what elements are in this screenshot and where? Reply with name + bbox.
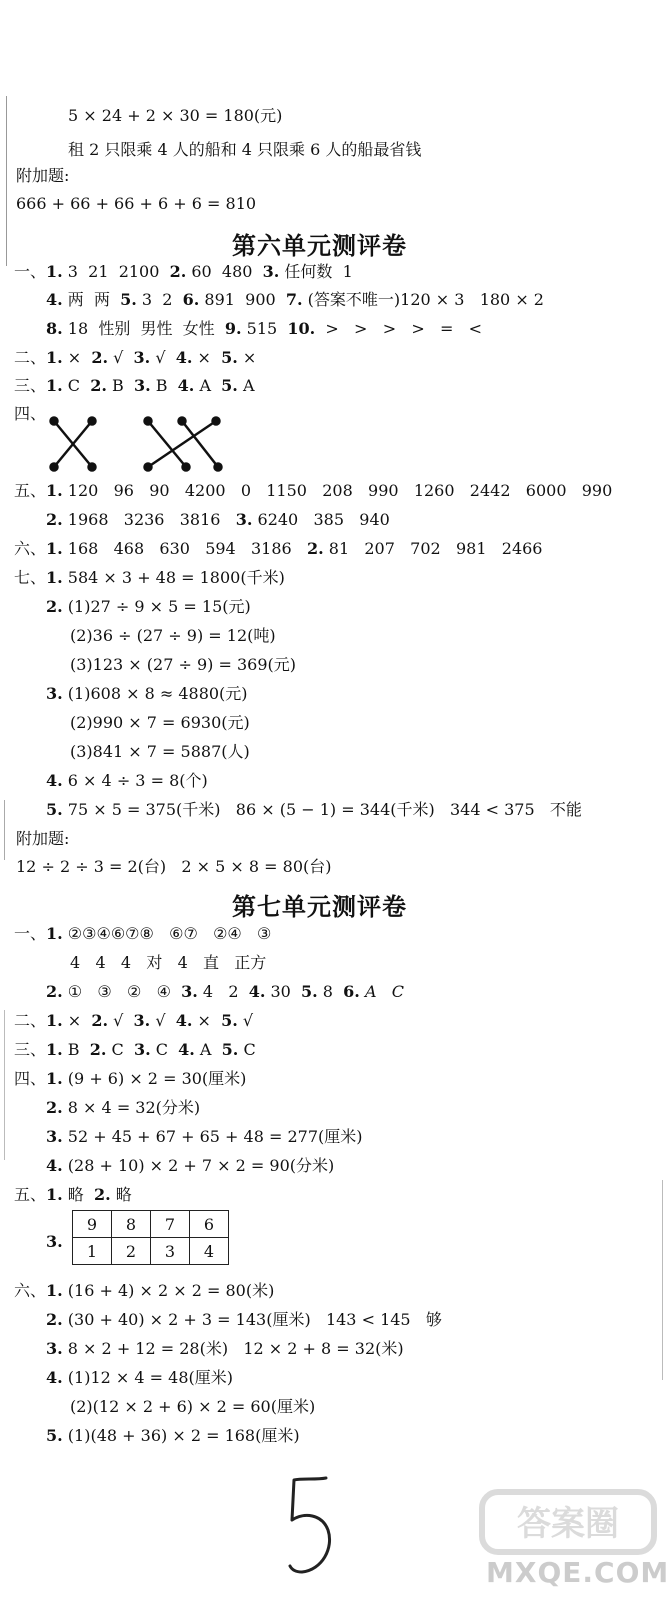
match-dot (179, 418, 186, 425)
match-dot (51, 418, 58, 425)
answer-line: 2. (1)27 ÷ 9 × 5 = 15(元) (46, 597, 251, 616)
grid-row (73, 1238, 229, 1265)
answer-line: 七、1. 584 × 3 + 48 = 1800(千米) (14, 568, 285, 587)
answer-line: 2. (30 + 40) × 2 + 3 = 143(厘米) 143 < 145 够 (46, 1310, 442, 1329)
answer-line: (2)36 ÷ (27 ÷ 9) = 12(吨) (70, 626, 276, 645)
answer-line: 3. 8 × 2 + 12 = 28(米) 12 × 2 + 8 = 32(米) (46, 1339, 404, 1358)
match-dot (145, 464, 152, 471)
match-line (182, 421, 218, 467)
match-dot (183, 464, 190, 471)
number-grid (72, 1210, 229, 1265)
svg-text:答案圈: 答案圈 (517, 1504, 619, 1544)
grid-cell: 4 (190, 1238, 229, 1265)
bonus-answer: 666 + 66 + 66 + 6 + 6 = 810 (16, 194, 257, 213)
handwritten-page-number (282, 1472, 342, 1582)
answer-line: 五、1. 略 2. 略 (14, 1185, 132, 1204)
answer-line: 二、1. × 2. √ 3. √ 4. × 5. × (14, 348, 257, 367)
answer-line: (3)123 × (27 ÷ 9) = 369(元) (70, 655, 296, 674)
grid-cell: 7 (151, 1211, 190, 1238)
answer-line: 3. (1)608 × 8 ≈ 4880(元) (46, 684, 248, 703)
answer-line: (3)841 × 7 = 5887(人) (70, 742, 250, 761)
grid-row (73, 1211, 229, 1238)
bonus-answer: 12 ÷ 2 ÷ 3 = 2(台) 2 × 5 × 8 = 80(台) (16, 857, 332, 876)
section-label: 一、1. 3 21 2100 2. 60 480 3. 任何数 1 (14, 262, 353, 281)
grid-cell: 9 (73, 1211, 112, 1238)
section-label: 四、 (14, 404, 47, 423)
answer-line: 4. (28 + 10) × 2 + 7 × 2 = 90(分米) (46, 1156, 335, 1175)
scan-edge-left (6, 96, 7, 266)
answer-line: 3. 52 + 45 + 67 + 65 + 48 = 277(厘米) (46, 1127, 363, 1146)
unit-title: 第六单元测评卷 (232, 232, 407, 260)
bonus-label: 附加题: (16, 166, 70, 185)
match-dot (213, 418, 220, 425)
grid-cell: 6 (190, 1211, 229, 1238)
match-dot (89, 464, 96, 471)
answer-line: 8. 18 性别 男性 女性 9. 515 10. > > > > = < (46, 319, 483, 338)
watermark-site: MXQE.COM (486, 1556, 669, 1589)
answer-line: 5. 75 × 5 = 375(千米) 86 × (5 − 1) = 344(千米) 344 < 375 不能 (46, 800, 582, 819)
answer-line: 租 2 只限乘 4 人的船和 4 只限乘 6 人的船最省钱 (68, 140, 422, 159)
watermark-logo (478, 1488, 658, 1558)
answer-line: 5 × 24 + 2 × 30 = 180(元) (68, 106, 283, 125)
answer-line: 六、1. 168 468 630 594 3186 2. 81 207 702 981 2466 (14, 539, 543, 558)
answer-line: 4. 6 × 4 ÷ 3 = 8(个) (46, 771, 208, 790)
scan-edge-left (4, 800, 5, 860)
answer-line: (2)990 × 7 = 6930(元) (70, 713, 250, 732)
answer-line: 四、1. (9 + 6) × 2 = 30(厘米) (14, 1069, 247, 1088)
answer-line: 三、1. B 2. C 3. C 4. A 5. C (14, 1040, 256, 1059)
bonus-label: 附加题: (16, 829, 70, 848)
grid-cell: 8 (112, 1211, 151, 1238)
answer-line: 2. 8 × 4 = 32(分米) (46, 1098, 201, 1117)
answer-line: 2. ① ③ ② ④ 3. 4 2 4. 30 5. 8 6. A C (46, 982, 404, 1001)
match-dot (51, 464, 58, 471)
grid-cell: 3 (151, 1238, 190, 1265)
scan-edge-right (662, 1180, 663, 1380)
matching-diagram (40, 415, 240, 475)
unit-title: 第七单元测评卷 (232, 893, 407, 921)
grid-cell: 1 (73, 1238, 112, 1265)
match-dot (215, 464, 222, 471)
answer-line: 2. 1968 3236 3816 3. 6240 385 940 (46, 510, 390, 529)
answer-line: 五、1. 120 96 90 4200 0 1150 208 990 1260 2442 6000 990 (14, 481, 613, 500)
answer-line: 三、1. C 2. B 3. B 4. A 5. A (14, 376, 255, 395)
scan-edge-left (4, 1010, 5, 1160)
question-number: 3. (46, 1232, 63, 1251)
answer-line: 二、1. × 2. √ 3. √ 4. × 5. √ (14, 1011, 254, 1030)
match-line (148, 421, 216, 467)
answer-line: (2)(12 × 2 + 6) × 2 = 60(厘米) (70, 1397, 316, 1416)
answer-line: 4 4 4 对 4 直 正方 (70, 953, 267, 972)
answer-line: 4. 两 两 5. 3 2 6. 891 900 7. (答案不唯一)120 × 3 180 × 2 (46, 290, 544, 309)
answer-line: 一、1. ②③④⑥⑦⑧ ⑥⑦ ②④ ③ (14, 924, 272, 943)
grid-cell: 2 (112, 1238, 151, 1265)
answer-line: 5. (1)(48 + 36) × 2 = 168(厘米) (46, 1426, 300, 1445)
match-dot (145, 418, 152, 425)
match-dot (89, 418, 96, 425)
answer-line: 4. (1)12 × 4 = 48(厘米) (46, 1368, 233, 1387)
answer-line: 六、1. (16 + 4) × 2 × 2 = 80(米) (14, 1281, 275, 1300)
